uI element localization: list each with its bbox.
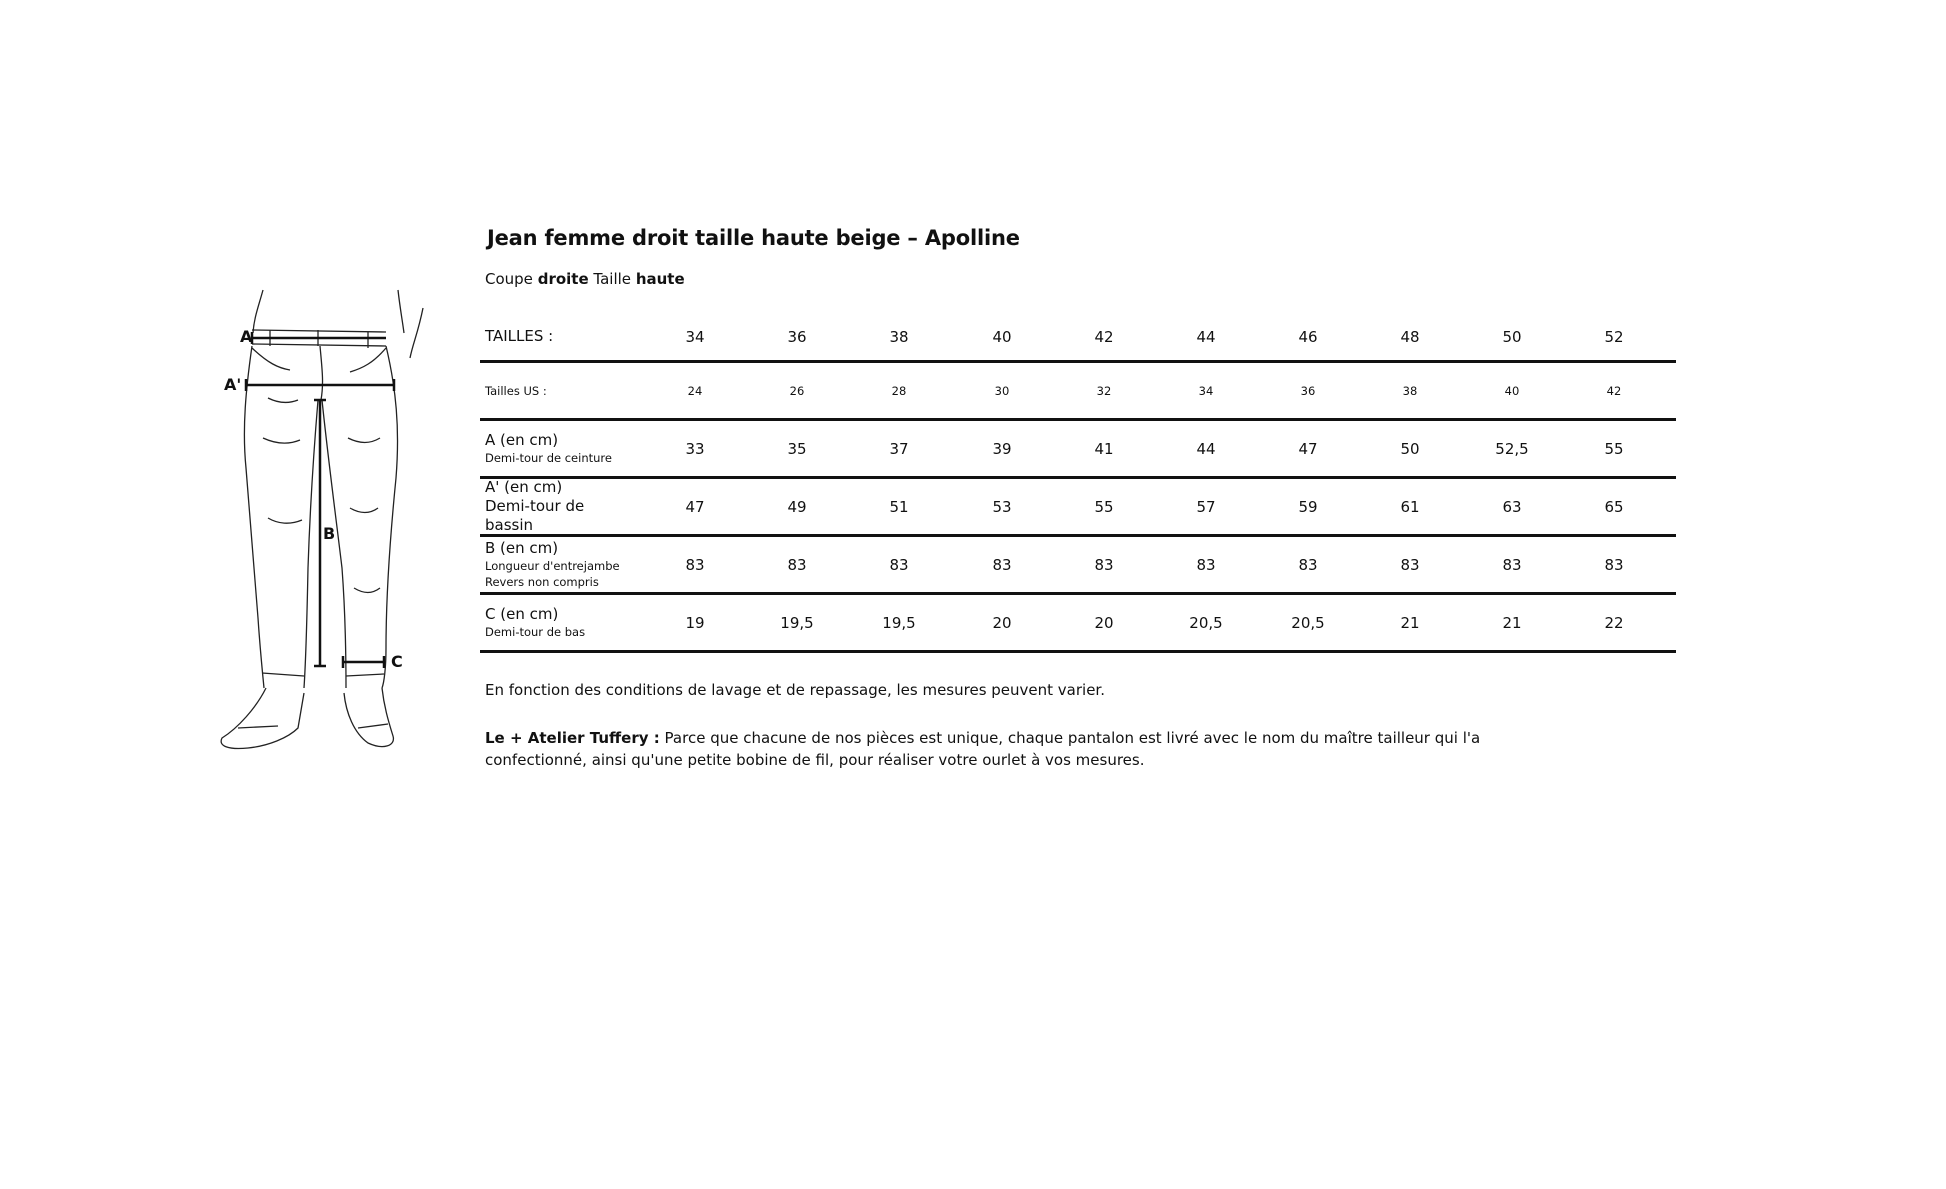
label-a-prime: A'	[224, 375, 242, 394]
table-row-us-sizes	[480, 363, 1676, 421]
measure-cell: 21	[1400, 613, 1420, 632]
measure-cell: 20	[992, 613, 1012, 632]
us-size-cell: 32	[1096, 383, 1112, 398]
us-size-cell: 34	[1198, 383, 1214, 398]
size-cell: 44	[1196, 327, 1216, 346]
measure-cell: 83	[1400, 555, 1420, 574]
row-subtitle: Demi-tour de ceinture	[485, 451, 612, 465]
measure-cell: 83	[1196, 555, 1216, 574]
table-row-b	[480, 537, 1676, 595]
size-cell: 36	[787, 327, 807, 346]
measure-cell: 19,5	[882, 613, 916, 632]
measure-cell: 83	[1298, 555, 1318, 574]
us-size-cell: 30	[994, 383, 1010, 398]
size-cell: 40	[992, 327, 1012, 346]
us-sizes-label: Tailles US :	[485, 383, 547, 398]
table-row-a	[480, 421, 1676, 479]
size-cell: 50	[1502, 327, 1522, 346]
table-row-c	[480, 595, 1676, 653]
row-title-line3: bassin	[485, 516, 534, 534]
measure-cell: 41	[1094, 439, 1114, 458]
atelier-note-lead: Le + Atelier Tuffery :	[485, 729, 660, 747]
measure-cell: 83	[889, 555, 909, 574]
measure-cell: 52,5	[1495, 439, 1529, 458]
measure-cell: 49	[787, 497, 807, 516]
size-cells	[480, 313, 1676, 360]
us-size-cell: 24	[687, 383, 703, 398]
measure-cell: 20	[1094, 613, 1114, 632]
size-cell: 42	[1094, 327, 1114, 346]
measure-cell: 61	[1400, 497, 1420, 516]
measure-cell: 22	[1604, 613, 1624, 632]
measure-cell: 83	[1604, 555, 1624, 574]
washing-note: En fonction des conditions de lavage et de repassage, les mesures peuvent varier.	[485, 681, 1105, 699]
jeans-drawing	[218, 288, 438, 758]
cut-label: Coupe	[485, 270, 533, 288]
atelier-note	[485, 727, 1485, 771]
measure-cell: 33	[685, 439, 705, 458]
measure-cell: 21	[1502, 613, 1522, 632]
measure-cell: 55	[1094, 497, 1114, 516]
product-cut-info	[485, 270, 685, 288]
us-size-cells	[480, 363, 1676, 418]
label-a: A	[240, 327, 253, 346]
measure-cell: 83	[1094, 555, 1114, 574]
rise-label: Taille	[593, 270, 632, 288]
measure-cell: 83	[787, 555, 807, 574]
row-subtitle: Longueur d'entrejambe	[485, 559, 620, 573]
row-cells	[480, 595, 1676, 650]
measure-cell: 51	[889, 497, 909, 516]
us-size-cell: 40	[1504, 383, 1520, 398]
measure-cell: 63	[1502, 497, 1522, 516]
us-size-cell: 38	[1402, 383, 1418, 398]
measure-cell: 19	[685, 613, 705, 632]
measure-cell: 47	[1298, 439, 1318, 458]
measure-cell: 39	[992, 439, 1012, 458]
measure-cell: 83	[1502, 555, 1522, 574]
size-cell: 48	[1400, 327, 1420, 346]
table-row-sizes	[480, 313, 1676, 363]
row-cells	[480, 479, 1676, 534]
measure-cell: 57	[1196, 497, 1216, 516]
measure-cell: 50	[1400, 439, 1420, 458]
measure-cell: 65	[1604, 497, 1624, 516]
row-subtitle: Demi-tour de bas	[485, 625, 586, 639]
measure-cell: 55	[1604, 439, 1624, 458]
rise-value: haute	[635, 270, 685, 288]
row-title: A' (en cm)	[485, 478, 563, 496]
measure-cell: 37	[889, 439, 909, 458]
size-cell: 46	[1298, 327, 1318, 346]
size-cell: 38	[889, 327, 909, 346]
cut-value: droite	[537, 270, 589, 288]
label-b: B	[323, 524, 336, 543]
row-cells	[480, 537, 1676, 592]
atelier-note-text: Parce que chacune de nos pièces est unique, chaque pantalon est livré avec le nom du maître tailleur qui l'a confectionné, ainsi qu'une petite bobine de fil, pour réaliser votre ourlet à vos mesures.	[485, 729, 1481, 769]
row-title-line2: Demi-tour de	[485, 497, 585, 515]
us-size-cell: 36	[1300, 383, 1316, 398]
measure-cell: 35	[787, 439, 807, 458]
label-c: C	[391, 652, 403, 671]
size-cell: 52	[1604, 327, 1624, 346]
measure-cell: 53	[992, 497, 1012, 516]
jeans-illustration	[218, 288, 438, 758]
measure-cell: 20,5	[1189, 613, 1223, 632]
measure-cell: 83	[685, 555, 705, 574]
page-title: Jean femme droit taille haute beige – Apolline	[487, 226, 1020, 250]
measure-cell: 20,5	[1291, 613, 1325, 632]
us-size-cell: 42	[1606, 383, 1622, 398]
row-cells	[480, 421, 1676, 476]
measure-cell: 19,5	[780, 613, 814, 632]
table-row-a-prime	[480, 479, 1676, 537]
measure-cell: 44	[1196, 439, 1216, 458]
row-title: B (en cm)	[485, 539, 559, 557]
row-title: C (en cm)	[485, 605, 559, 623]
row-subtitle-line2: Revers non compris	[485, 575, 599, 589]
size-cell: 34	[685, 327, 705, 346]
us-size-cell: 28	[891, 383, 907, 398]
sizes-label: TAILLES :	[485, 327, 554, 345]
measure-cell: 47	[685, 497, 705, 516]
row-title: A (en cm)	[485, 431, 559, 449]
measure-cell: 59	[1298, 497, 1318, 516]
measure-cell: 83	[992, 555, 1012, 574]
us-size-cell: 26	[789, 383, 805, 398]
size-table	[480, 313, 1676, 653]
